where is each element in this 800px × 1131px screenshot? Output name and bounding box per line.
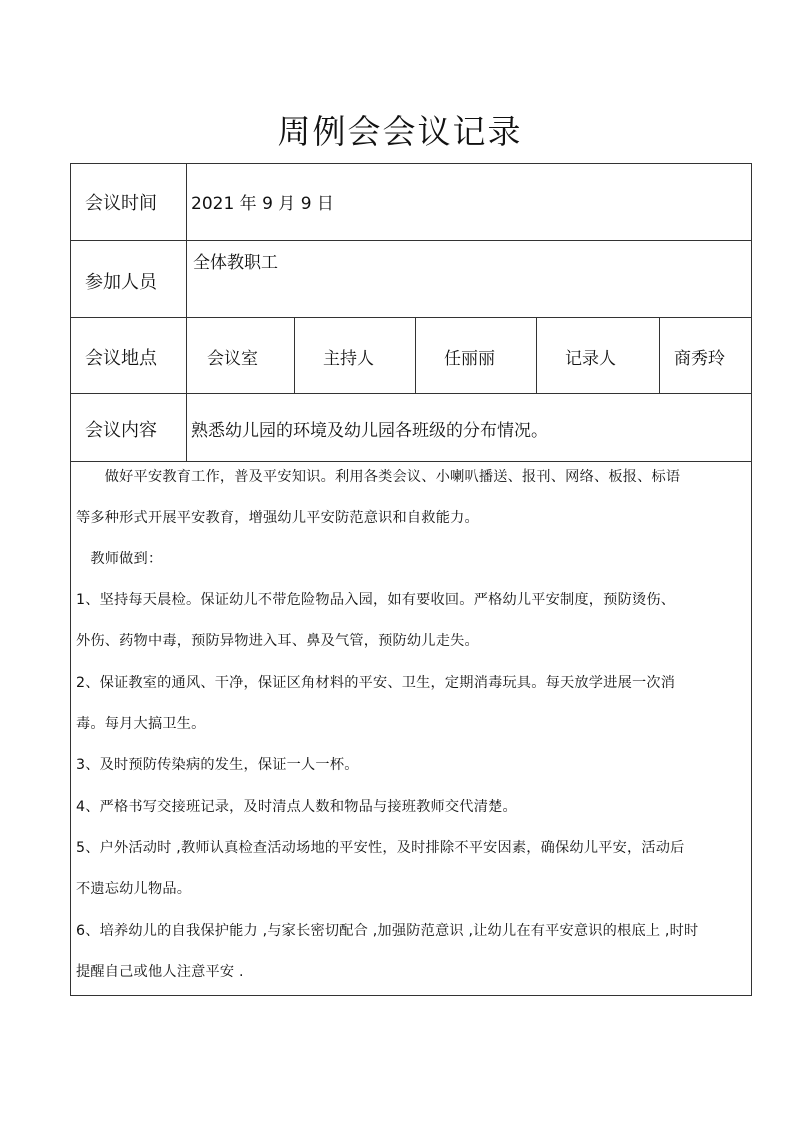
content-value: 熟悉幼儿园的环境及幼儿园各班级的分布情况。 [191, 421, 548, 441]
row-divider [71, 461, 751, 462]
location-label: 会议地点 [85, 348, 157, 369]
location-cell-divider [294, 317, 295, 393]
body-line: 等多种形式开展平安教育，增强幼儿平安防范意识和自救能力。 [76, 510, 479, 526]
body-line: 毒。每月大搞卫生。 [76, 716, 206, 732]
row-divider [71, 317, 751, 318]
body-line: 外伤、药物中毒，预防异物进入耳、鼻及气管，预防幼儿走失。 [76, 633, 479, 649]
row-divider [71, 393, 751, 394]
location-cell-divider [415, 317, 416, 393]
body-line: 3、及时预防传染病的发生，保证一人一杯。 [76, 757, 359, 773]
body-line: 不遗忘幼儿物品。 [76, 881, 192, 897]
body-line: 5、户外活动时 ,教师认真检查活动场地的平安性，及时排除不平安因素，确保幼儿平安，活动后 [76, 840, 685, 856]
host-value: 任丽丽 [444, 349, 495, 369]
body-line: 提醒自己或他人注意平安 . [76, 964, 244, 980]
host-label: 主持人 [323, 349, 374, 369]
time-value: 2021 年 9 月 9 日 [191, 194, 334, 214]
body-line: 4、严格书写交接班记录，及时清点人数和物品与接班教师交代清楚。 [76, 799, 517, 815]
document-title: 周例会会议记录 [277, 112, 523, 151]
row-divider [71, 240, 751, 241]
meeting-record-table [70, 163, 752, 996]
body-line: 教师做到： [76, 551, 163, 567]
time-label: 会议时间 [85, 193, 157, 214]
content-label: 会议内容 [85, 420, 157, 441]
body-line: 6、培养幼儿的自我保护能力 ,与家长密切配合 ,加强防范意识 ,让幼儿在有平安意识的根底上 ,时时 [76, 923, 699, 939]
attendees-value: 全体教职工 [193, 253, 278, 273]
recorder-label: 记录人 [565, 349, 616, 369]
location-cell-divider [659, 317, 660, 393]
attendees-label: 参加人员 [85, 272, 157, 293]
recorder-value: 商秀玲 [674, 349, 725, 369]
body-line: 1、坚持每天晨检。保证幼儿不带危险物品入园，如有要收回。严格幼儿平安制度，预防烫伤、 [76, 592, 676, 608]
location-cell-divider [536, 317, 537, 393]
label-column-divider [186, 164, 187, 461]
body-line: 做好平安教育工作，普及平安知识。利用各类会议、小喇叭播送、报刊、网络、板报、标语 [76, 469, 681, 485]
location-value: 会议室 [207, 349, 258, 369]
body-line: 2、保证教室的通风、干净，保证区角材料的平安、卫生，定期消毒玩具。每天放学进展一次消 [76, 675, 676, 691]
